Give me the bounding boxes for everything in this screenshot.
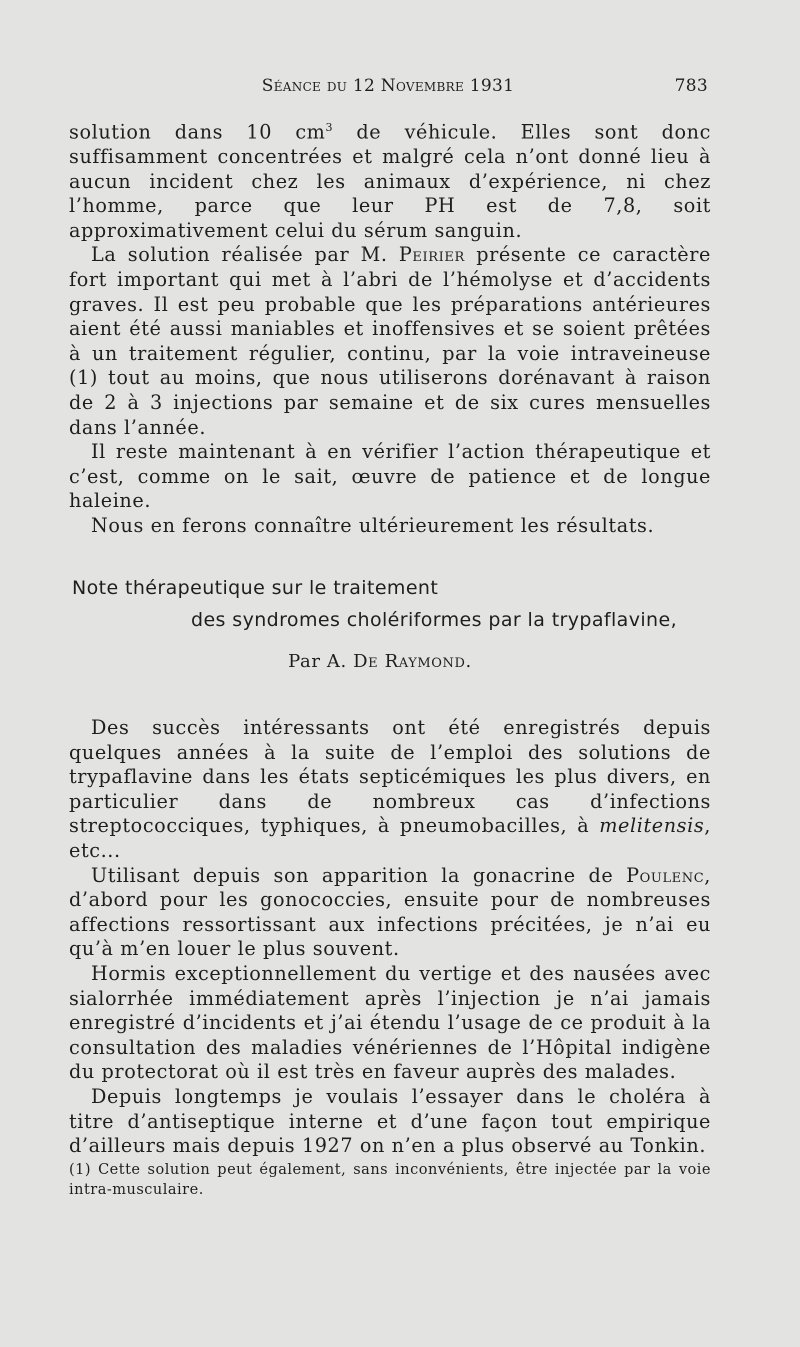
section-continued xyxy=(69,116,711,538)
paragraph: La solution réalisée par M. Peirier présente ce caractère fort important qui met à l’abri de l’hémolyse et d’accidents graves. Il est peu probable que les préparations antérieures aient été aussi maniables et inoffensives et se soient prêtées à un traitement régulier, continu, par la voie intraveineuse (1) tout au moins, que nous utiliserons dorénavant à raison de 2 à 3 injections par semaine et de six cures mensuelles dans l’année. xyxy=(69,243,711,439)
superscript: 3 xyxy=(325,121,334,134)
paragraph: Il reste maintenant à en vérifier l’action thérapeutique et c’est, comme on le sait, œuvre de patience et de longue haleine. xyxy=(69,440,711,513)
page-number: 783 xyxy=(674,76,708,96)
paragraph: Des succès intéressants ont été enregistrés depuis quelques années à la suite de l’emploi des solutions de trypaflavine dans les états septicémiques les plus divers, en particulier dans de nombreux cas d’infections streptococciques, typhiques, à pneumobacilles, à melitensis, etc... xyxy=(69,716,711,862)
running-title: Séance du 12 Novembre 1931 xyxy=(261,76,515,96)
author-name: Peirier xyxy=(398,243,465,267)
author-name: De Raymond. xyxy=(353,651,472,672)
paragraph: Nous en ferons connaître ultérieurement les résultats. xyxy=(91,513,655,537)
author-name: Poulenc xyxy=(626,863,705,887)
paragraph: Depuis longtemps je voulais l’essayer dans le choléra à titre d’antiseptique interne et d’une façon tout empirique d’ailleurs mais depuis 1927 on n’en a plus observé au Tonkin. xyxy=(69,1084,711,1158)
article-title-line: Note thérapeutique sur le traitement xyxy=(72,577,439,599)
paragraph: Utilisant depuis son apparition la gonacrine de Poulenc, d’abord pour les gonococcies, ensuite pour de nombreuses affections ressortissant aux infections précitées, je n’ai eu qu’à m’en louer le plus souvent. xyxy=(69,863,711,961)
article-body xyxy=(69,716,711,1159)
byline: Par A. De Raymond. xyxy=(288,651,472,672)
article-title xyxy=(72,572,712,636)
page-header xyxy=(68,76,708,104)
footnote: (1) Cette solution peut également, sans inconvénients, être injectée par la voie intra-musculaire. xyxy=(69,1162,711,1198)
article-title-line: des syndromes cholériformes par la trypaflavine, xyxy=(191,609,678,631)
italic-term: melitensis xyxy=(599,814,705,838)
paragraph: solution dans 10 $cm^3$ de véhicule. Elles sont donc suffisamment concentrées et malgré cela n’ont donné lieu à aucun incident chez les animaux d’expérience, ni chez l’homme, parce que leur PH est de 7,8, soit approximativement celui du sérum sanguin. xyxy=(69,120,711,242)
paragraph: Hormis exceptionnellement du vertige et des nausées avec sialorrhée immédiatement après l’injection je n’ai jamais enregistré d’incidents et j’ai étendu l’usage de ce produit à la consultation des maladies vénériennes de l’Hôpital indigène du protectorat où il est très en faveur auprès des malades. xyxy=(69,961,711,1084)
